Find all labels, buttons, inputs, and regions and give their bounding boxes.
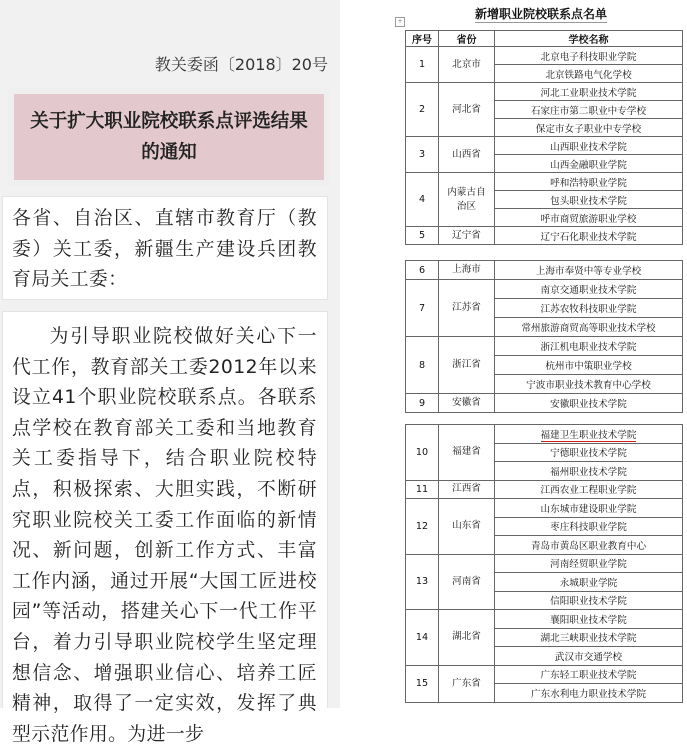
- province-cell: 广东省: [439, 665, 495, 702]
- notice-title-banner: [14, 94, 324, 180]
- school-name-cell: [495, 119, 683, 137]
- header-province: 省份: [439, 31, 495, 47]
- table-row: [406, 480, 683, 499]
- school-name: 山东城市建设职业学院: [540, 503, 637, 515]
- school-name: 武汉市交通学校: [554, 651, 623, 663]
- school-name: 上海市奉贤中等专业学校: [535, 266, 642, 277]
- school-name-cell: [495, 480, 683, 499]
- header-no: 序号: [406, 31, 439, 47]
- school-name-cell: [495, 628, 683, 647]
- table-row: [406, 394, 683, 413]
- school-name-cell: [495, 591, 683, 610]
- table-anchor-icon: +: [395, 17, 405, 27]
- addressee-text: 各省、自治区、直辖市教育厅（教委）关工委，新疆生产建设兵团教育局关工委：: [12, 208, 317, 291]
- school-name-cell: [495, 280, 683, 299]
- school-name-cell: [495, 573, 683, 592]
- table-row: [406, 83, 683, 101]
- school-name: 福建卫生职业技术学院: [540, 429, 637, 441]
- school-name-cell: [495, 647, 683, 666]
- school-name-cell: [495, 356, 683, 375]
- school-name-cell: [495, 337, 683, 356]
- school-name-cell: [495, 101, 683, 119]
- row-number: 8: [406, 337, 439, 394]
- table-row: [406, 425, 683, 444]
- school-name-cell: [495, 65, 683, 83]
- row-number: 4: [406, 173, 439, 227]
- school-name: 北京铁路电气化学校: [545, 69, 632, 81]
- table-row: [406, 261, 683, 280]
- school-name: 江苏农牧科技职业学院: [540, 304, 637, 315]
- school-name: 南京交通职业技术学院: [540, 285, 637, 296]
- row-number: 9: [406, 394, 439, 413]
- school-table-page-3: [405, 424, 683, 703]
- province-cell: 北京市: [439, 47, 495, 83]
- school-name-cell: [495, 137, 683, 155]
- school-name: 包头职业技术学院: [550, 195, 627, 207]
- school-name-cell: [495, 191, 683, 209]
- province-cell: 河南省: [439, 554, 495, 610]
- province-cell: 山西省: [439, 137, 495, 173]
- province-cell: 江苏省: [439, 280, 495, 337]
- row-number: 3: [406, 137, 439, 173]
- province-cell: 内蒙古自治区: [439, 173, 495, 227]
- document-number: 教关委函〔2018〕20号: [154, 55, 328, 74]
- province-cell: 山东省: [439, 499, 495, 555]
- school-name: 山西金融职业学院: [550, 159, 627, 171]
- row-number: 6: [406, 261, 439, 280]
- province-cell: 湖北省: [439, 610, 495, 666]
- row-number: 12: [406, 499, 439, 555]
- table-row: [406, 499, 683, 518]
- school-name: 广东轻工职业技术学院: [540, 670, 637, 682]
- table-header-row: [406, 31, 683, 47]
- row-number: 5: [406, 227, 439, 245]
- school-name: 永城职业学院: [559, 577, 618, 589]
- school-name: 青岛市黄岛区职业教育中心: [530, 540, 647, 552]
- row-number: 2: [406, 83, 439, 137]
- school-name-cell: [495, 155, 683, 173]
- school-name: 江西农业工程职业学院: [540, 485, 637, 497]
- school-name: 浙江机电职业技术学院: [540, 342, 637, 353]
- notice-title-box: [8, 88, 330, 186]
- school-name-cell: [495, 499, 683, 518]
- province-cell: 上海市: [439, 261, 495, 280]
- school-name-cell: [495, 665, 683, 684]
- school-name-cell: [495, 517, 683, 536]
- province-cell: 江西省: [439, 480, 495, 499]
- school-name-cell: [495, 299, 683, 318]
- row-number: 15: [406, 665, 439, 702]
- table-row: [406, 665, 683, 684]
- school-name: 杭州市中策职业学校: [545, 361, 632, 372]
- school-name: 河北工业职业技术学院: [540, 87, 637, 99]
- province-cell: 福建省: [439, 425, 495, 481]
- province-cell: 安徽省: [439, 394, 495, 413]
- notice-title: 关于扩大职业院校联系点评选结果的通知: [30, 111, 308, 163]
- school-name-cell: [495, 610, 683, 629]
- school-name-cell: [495, 684, 683, 703]
- school-name: 山西职业技术学院: [550, 141, 627, 153]
- school-name-cell: [495, 536, 683, 555]
- row-number: 10: [406, 425, 439, 481]
- school-name-cell: [495, 375, 683, 394]
- table-row: [406, 173, 683, 191]
- table-row: [406, 137, 683, 155]
- table-row: [406, 280, 683, 299]
- school-name: 辽宁石化职业技术学院: [540, 231, 637, 243]
- table-row: [406, 337, 683, 356]
- addressee-card: [2, 196, 328, 300]
- row-number: 7: [406, 280, 439, 337]
- province-cell: 河北省: [439, 83, 495, 137]
- school-name: 湖北三峡职业技术学院: [540, 633, 637, 645]
- school-name-cell: [495, 261, 683, 280]
- school-name: 枣庄科技职业学院: [550, 522, 627, 534]
- row-number: 13: [406, 554, 439, 610]
- school-name: 北京电子科技职业学院: [540, 51, 637, 63]
- school-name: 保定市女子职业中专学校: [535, 123, 642, 135]
- notice-panel: [0, 0, 340, 745]
- school-name-cell: [495, 425, 683, 444]
- school-name: 河南经贸职业学院: [550, 559, 627, 571]
- school-name: 广东水利电力职业技术学院: [530, 688, 647, 700]
- table-row: [406, 610, 683, 629]
- school-name-cell: [495, 443, 683, 462]
- school-name-cell: [495, 227, 683, 245]
- row-number: 1: [406, 47, 439, 83]
- table-row: [406, 47, 683, 65]
- school-name: 宁德职业技术学院: [550, 448, 627, 460]
- row-number: 14: [406, 610, 439, 666]
- school-list-panel: [395, 0, 687, 708]
- school-name: 安徽职业技术学院: [550, 399, 627, 410]
- school-name: 宁波市职业技术教育中心学校: [526, 380, 651, 391]
- school-name-cell: [495, 209, 683, 227]
- row-number: 11: [406, 480, 439, 499]
- school-name-cell: [495, 318, 683, 337]
- table-row: [406, 554, 683, 573]
- province-cell: 浙江省: [439, 337, 495, 394]
- province-cell: 辽宁省: [439, 227, 495, 245]
- school-name: 石家庄市第二职业中专学校: [530, 105, 647, 117]
- school-name: 呼市商贸旅游职业学校: [540, 213, 637, 225]
- school-name-cell: [495, 462, 683, 481]
- school-name-cell: [495, 394, 683, 413]
- header-school: 学校名称: [495, 31, 683, 47]
- school-name-cell: [495, 173, 683, 191]
- school-name-cell: [495, 83, 683, 101]
- school-table-page-1: [405, 30, 683, 245]
- school-name-cell: [495, 47, 683, 65]
- body-text: 为引导职业院校做好关心下一代工作，教育部关工委2012年以来设立41个职业院校联系点。各联系点学校在教育部关工委和当地教育关工委指导下，结合职业院校特点，积极探索、大胆实践，不断研究职业院校关工委工作面临的新情况、新问题，创新工作方式、丰富工作内涵，通过开展“大国工匠进校园”等活动，搭建关心下一代工作平台，着力引导职业院校学生坚定理想信念、增强职业信心、培养工匠精神，取得了一定实效，发挥了典型示范作用。为进一步: [12, 326, 317, 745]
- school-table-page-2: [405, 260, 683, 413]
- school-name: 襄阳职业技术学院: [550, 614, 627, 626]
- school-name: 信阳职业技术学院: [550, 596, 627, 608]
- school-name: 福州职业技术学院: [550, 466, 627, 478]
- school-name: 常州旅游商贸高等职业技术学校: [521, 323, 656, 334]
- school-name-cell: [495, 554, 683, 573]
- table-row: [406, 227, 683, 245]
- table-title: 新增职业院校联系点名单: [474, 7, 607, 21]
- body-card: [2, 311, 328, 745]
- school-name: 呼和浩特职业学院: [550, 177, 627, 189]
